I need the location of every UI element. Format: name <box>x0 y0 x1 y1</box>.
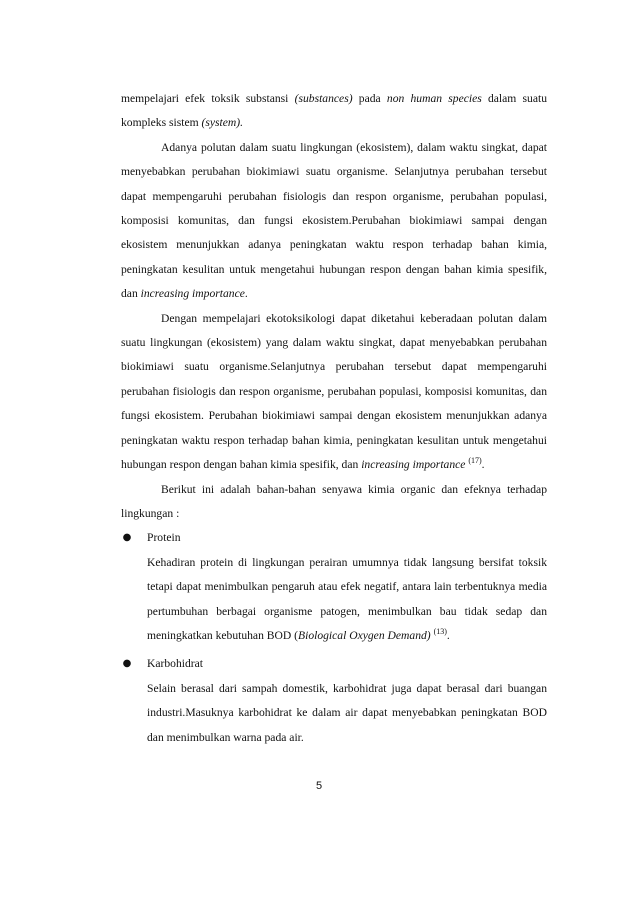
bullet-body-protein: Kehadiran protein di lingkungan perairan umumnya tidak langsung bersifat toksik tetapi dapat menimbulkan pengaruh atau efek negatif, antara lain terbentuknya media pertumbuhan berbagai organisme patogen, menimbulkan bau tidak sedap dan meningkatkan kebutuhan BOD (Biological Oxygen Demand) $^{(13)}$. <box>147 555 547 642</box>
bullet-icon: ● <box>122 658 132 670</box>
bullet-icon: ● <box>122 532 132 544</box>
page-number: 5 <box>315 780 323 792</box>
citation-13: (13) <box>433 626 447 636</box>
list-item-karbohidrat <box>121 652 547 750</box>
bullet-list <box>121 526 547 750</box>
citation-17: (17) <box>468 456 482 466</box>
bullet-title-protein: Protein <box>147 531 181 545</box>
bullet-title-karbohidrat: Karbohidrat <box>147 657 204 671</box>
paragraph-3: Dengan mempelajari ekotoksikologi dapat diketahui keberadaan polutan dalam suatu lingkungan (ekosistem) yang dalam waktu singkat, dapat menyebabkan perubahan biokimiawi suatu organisme.Selanjutnya perubahan tersebut dapat mempengaruhi perubahan fisiologis dan respon organisme, perubahan populasi, komposisi komunitas, dan fungsi ekosistem. Perubahan biokimiawi sampai dengan ekosistem menunjukkan adanya peningkatan waktu respon terhadap bahan kimia, peningkatan kesulitan untuk mengetahui hubungan respon dengan bahan kimia spesifik, dan increasing importance $^{(17)}$. <box>121 311 547 472</box>
body-text <box>121 87 547 750</box>
paragraph-4: Berikut ini adalah bahan-bahan senyawa kimia organic dan efeknya terhadap lingkungan : <box>121 482 547 520</box>
list-item-protein <box>121 526 547 648</box>
paragraph-1: mempelajari efek toksik substansi (substances) pada non human species dalam suatu kompleks sistem (system). <box>121 92 547 130</box>
paragraph-2: Adanya polutan dalam suatu lingkungan (ekosistem), dalam waktu singkat, dapat menyebabkan perubahan biokimiawi suatu organisme. Selanjutnya perubahan tersebut dapat mempengaruhi perubahan fisiologis dan respon organisme, perubahan populasi, komposisi komunitas, dan fungsi ekosistem.Perubahan biokimiawi sampai dengan ekosistem menunjukkan adanya peningkatan waktu respon terhadap bahan kimia, peningkatan kesulitan untuk mengetahui hubungan respon dengan bahan kimia spesifik, dan increasing importance. <box>121 140 547 301</box>
bullet-body-karbohidrat: Selain berasal dari sampah domestik, karbohidrat juga dapat berasal dari buangan industri.Masuknya karbohidrat ke dalam air dapat menyebabkan peningkatan BOD dan menimbulkan warna pada air. <box>147 681 547 744</box>
